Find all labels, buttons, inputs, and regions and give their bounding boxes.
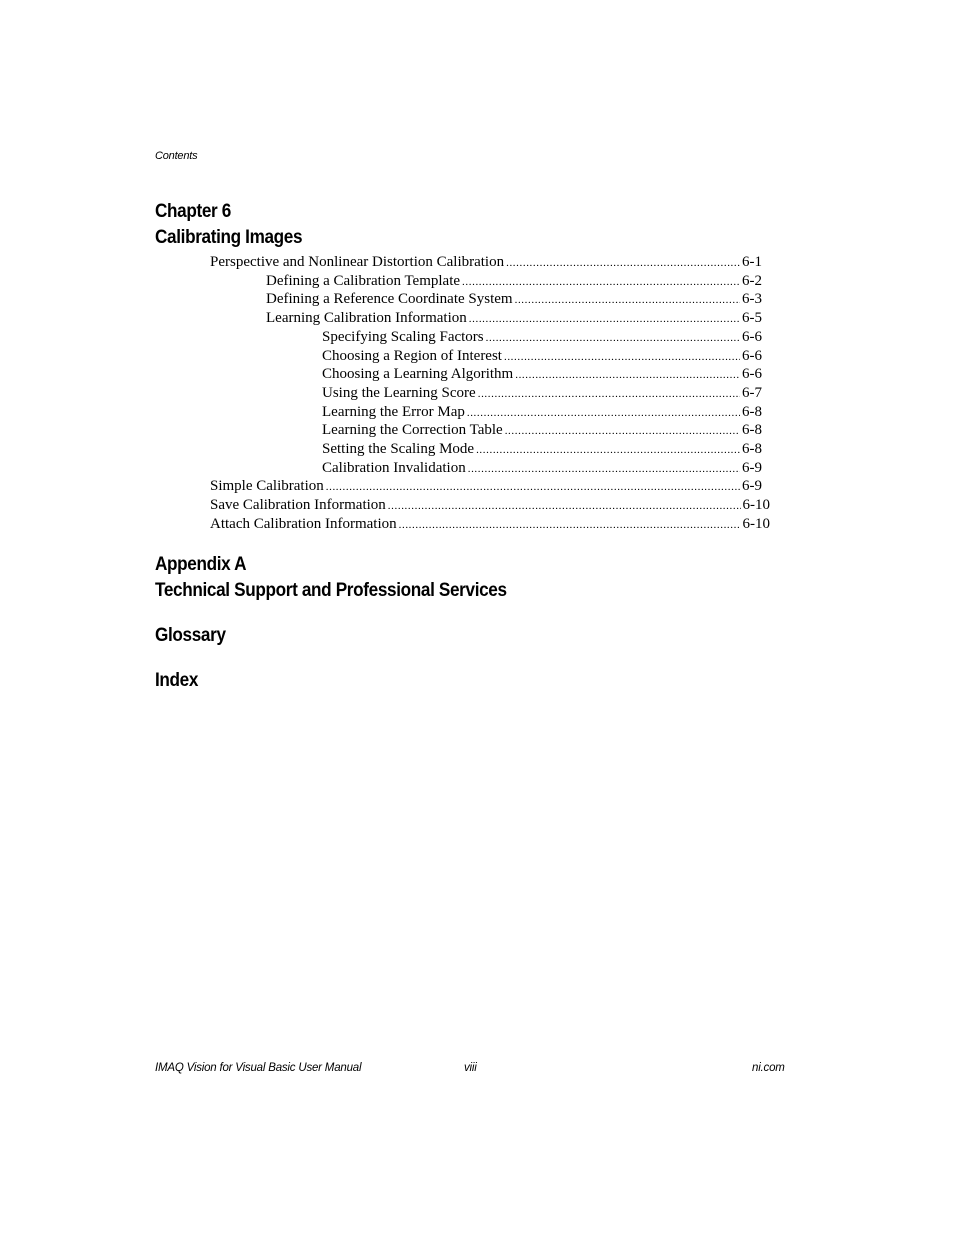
toc-entry[interactable]	[210, 477, 762, 496]
toc-dot-leader	[515, 291, 740, 310]
toc-entry-title: Attach Calibration Information	[210, 516, 397, 532]
toc-entry[interactable]	[210, 496, 770, 515]
toc-entry[interactable]	[210, 253, 762, 272]
appendix-label: Appendix A	[155, 553, 247, 575]
toc-entry-title: Calibration Invalidation	[322, 460, 466, 476]
toc-dot-leader	[515, 366, 740, 385]
chapter-heading[interactable]	[155, 198, 302, 250]
toc-dot-leader	[399, 516, 741, 535]
toc-entry-page: 6-7	[742, 385, 762, 401]
toc-entry-page: 6-8	[742, 422, 762, 438]
toc-dot-leader	[506, 254, 740, 273]
toc-entry-page: 6-9	[742, 460, 762, 476]
appendix-heading[interactable]	[155, 551, 507, 603]
running-head: Contents	[155, 150, 198, 162]
toc-entry-page: 6-6	[742, 329, 762, 345]
toc-entry-title: Defining a Calibration Template	[266, 273, 461, 289]
toc-entry[interactable]	[322, 403, 762, 422]
toc-dot-leader	[478, 385, 740, 404]
toc-entry[interactable]	[322, 347, 762, 366]
toc-entry[interactable]	[266, 272, 762, 291]
toc-dot-leader	[469, 310, 740, 329]
toc-entry[interactable]	[322, 459, 762, 478]
toc-entry[interactable]	[322, 421, 762, 440]
toc-dot-leader	[476, 441, 740, 460]
toc-entry-page: 6-8	[742, 404, 762, 420]
toc-entry-title: Choosing a Region of Interest	[322, 348, 502, 364]
toc-entry-title: Save Calibration Information	[210, 497, 386, 513]
glossary-heading[interactable]	[155, 622, 226, 648]
toc-entry-title: Specifying Scaling Factors	[322, 329, 484, 345]
toc-entry[interactable]	[266, 290, 762, 309]
toc-entry-title: Choosing a Learning Algorithm	[322, 366, 514, 382]
toc-entry-page: 6-8	[742, 441, 762, 457]
toc-entry-title: Learning Calibration Information	[266, 310, 467, 326]
footer-website-link[interactable]: ni.com	[752, 1062, 785, 1074]
toc-entry[interactable]	[210, 515, 770, 534]
toc-entry-title: Simple Calibration	[210, 478, 324, 494]
toc-entry-title: Using the Learning Score	[322, 385, 476, 401]
toc-entry-page: 6-10	[742, 516, 770, 532]
index-title: Index	[155, 669, 199, 691]
toc-entry-page: 6-10	[742, 497, 770, 513]
toc-entry-page: 6-2	[742, 273, 762, 289]
toc-entry-page: 6-6	[742, 366, 762, 382]
toc-entry[interactable]	[322, 365, 762, 384]
chapter-label: Chapter 6	[155, 200, 231, 222]
chapter-title: Calibrating Images	[155, 226, 303, 248]
toc-entry-title: Defining a Reference Coordinate System	[266, 291, 513, 307]
toc-dot-leader	[505, 422, 740, 441]
toc-entry-page: 6-5	[742, 310, 762, 326]
toc-entry[interactable]	[322, 328, 762, 347]
toc-dot-leader	[486, 329, 740, 348]
footer-manual-title: IMAQ Vision for Visual Basic User Manual	[155, 1062, 362, 1074]
toc-entry-page: 6-9	[742, 478, 762, 494]
toc-entry-title: Perspective and Nonlinear Distortion Calibration	[210, 254, 505, 270]
toc-entry-title: Learning the Correction Table	[322, 422, 503, 438]
toc-entry-page: 6-1	[742, 254, 762, 270]
toc-entry-title: Learning the Error Map	[322, 404, 465, 420]
toc-entry[interactable]	[266, 309, 762, 328]
toc-entry[interactable]	[322, 384, 762, 403]
footer-page-number: viii	[464, 1062, 477, 1074]
toc-dot-leader	[388, 497, 741, 516]
toc-entry[interactable]	[322, 440, 762, 459]
toc-dot-leader	[326, 478, 740, 497]
glossary-title: Glossary	[155, 624, 226, 646]
toc-entry-title: Setting the Scaling Mode	[322, 441, 475, 457]
appendix-title: Technical Support and Professional Services	[155, 579, 507, 601]
toc-entry-page: 6-3	[742, 291, 762, 307]
toc-entry-page: 6-6	[742, 348, 762, 364]
index-heading[interactable]	[155, 667, 198, 693]
